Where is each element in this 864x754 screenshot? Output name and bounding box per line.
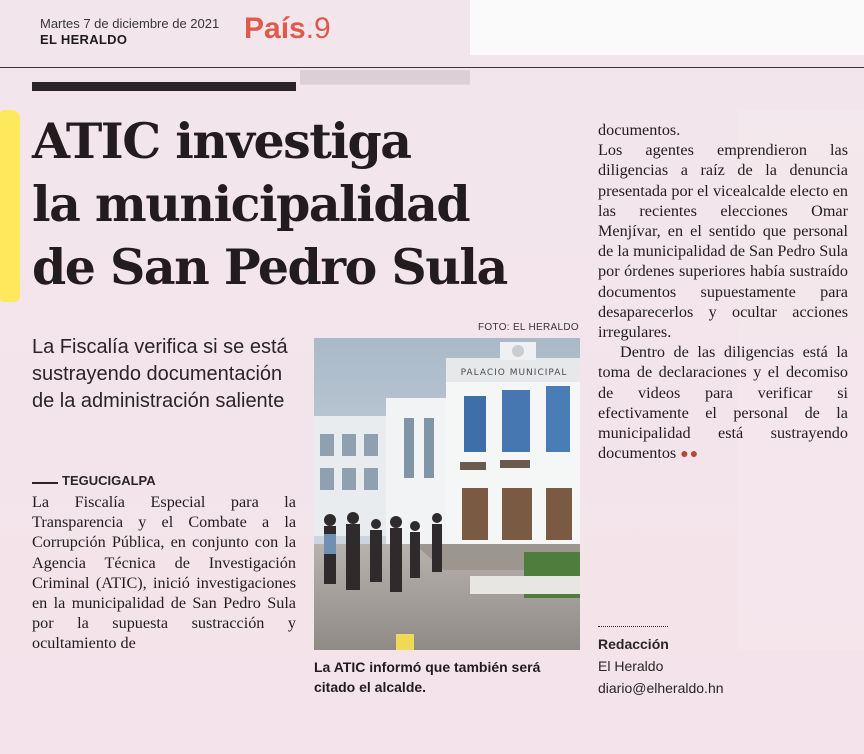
article-photo (314, 338, 580, 650)
page-top-margin (470, 0, 864, 55)
article-dateline: TEGUCIGALPA (62, 473, 156, 488)
section-name: País (244, 12, 306, 45)
headline-line-3: de San Pedro Sula (32, 238, 507, 296)
building-sign-text: PALACIO MUNICIPAL (460, 368, 568, 378)
highlighter-mark (0, 110, 20, 302)
article-body-column-3 (598, 120, 848, 465)
signature-paper: El Heraldo (598, 658, 664, 674)
article-top-bar (32, 82, 296, 91)
body-paragraph-continued: documentos. (598, 121, 681, 139)
signature-email: diario@elheraldo.hn (598, 680, 724, 696)
header-newspaper-name: EL HERALDO (40, 32, 128, 47)
municipal-building-photo (314, 338, 580, 650)
signature-name: Redacción (598, 636, 669, 652)
photo-credit: FOTO: EL HERALDO (478, 322, 579, 333)
body-paragraph-2: Los agentes emprendieron las diligencias a raíz de la denuncia presentada por el vicealcalde electo en las recientes elecciones Omar Menjívar, en el sentido que personal de la municipalidad de San Pedro Sula por órdenes superiores había sustraído documentos supuestamente para desaparecerlos y ocultar acciones irregulares. (598, 141, 848, 342)
article-deck: La Fiscalía verifica si se está sustrayendo documentación de la administración saliente (32, 336, 288, 412)
header-date: Martes 7 de diciembre de 2021 (40, 16, 220, 31)
signature-rule (598, 626, 668, 627)
show-through-text: ████████████████████ (300, 70, 471, 84)
body-paragraph-3-text: Dentro de las diligencias está la toma de declaraciones y el decomiso de videos para verificar si efectivamente el personal de la municipalidad está sustrayendo documentos (598, 343, 848, 463)
article-headline (32, 110, 592, 299)
header-divider (0, 67, 864, 68)
dateline-rule (32, 482, 58, 484)
page-number: .9 (305, 12, 331, 45)
headline-line-1: ATIC investiga (32, 112, 411, 170)
headline-line-2: la municipalidad (32, 175, 470, 233)
body-paragraph-3 (598, 342, 848, 465)
end-marks: ●● (680, 447, 700, 463)
photo-caption: La ATIC informó que también será citado el alcalde. (314, 659, 541, 695)
header-section (244, 12, 331, 46)
article-body-column-1: La Fiscalía Especial para la Transparencia y el Combate a la Corrupción Pública, en conjunto con la Agencia Técnica de Investigación Criminal (ATIC), inició investigaciones en la municipalidad de San Pedro Sula por la supuesta sustracción y ocultamiento de (32, 493, 296, 653)
